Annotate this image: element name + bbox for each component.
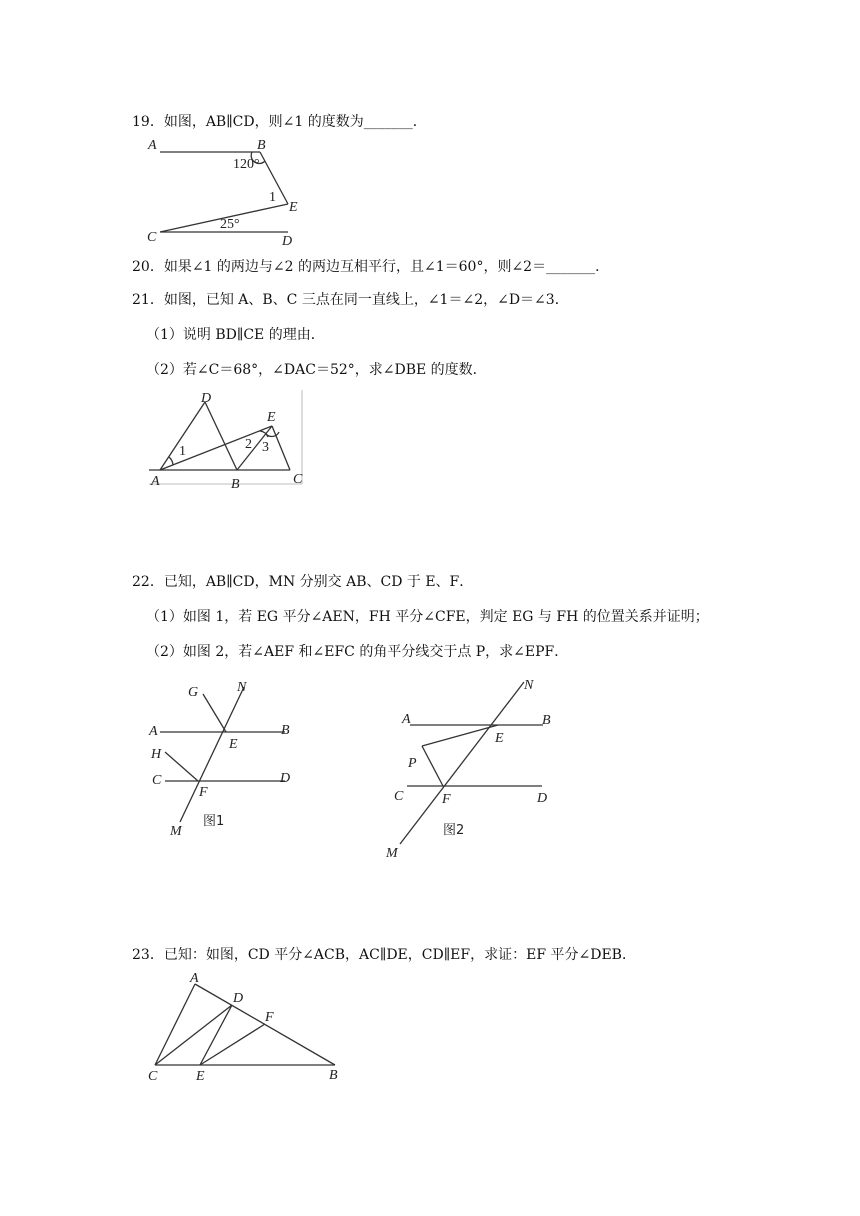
q22-f1-label-D: D xyxy=(280,771,291,786)
q23-label-C: C xyxy=(148,1069,158,1084)
q22-f2-label-N: N xyxy=(524,678,534,693)
q22-f1-label-M: M xyxy=(170,824,182,839)
q22-f2-label-D: D xyxy=(537,791,548,806)
q21-figure xyxy=(145,388,315,493)
q22-f1-label-G: G xyxy=(188,685,199,700)
q19-label-E: E xyxy=(289,200,298,215)
q21-sub1: （1）说明 BD∥CE 的理由． xyxy=(146,327,325,343)
q21-label-E: E xyxy=(267,410,276,425)
q21-label-D: D xyxy=(201,391,212,406)
q22-f2-label-A: A xyxy=(402,712,411,727)
q23-label-B: B xyxy=(329,1068,338,1083)
q22-f1-label-E: E xyxy=(229,737,238,752)
q23-label-F: F xyxy=(265,1010,274,1025)
q22-figure-2 xyxy=(380,672,570,862)
q23-label-E: E xyxy=(196,1069,205,1084)
q23-label-D: D xyxy=(233,991,244,1006)
q22-f1-label-N: N xyxy=(237,680,247,695)
q21-label-C: C xyxy=(293,472,303,487)
q22-f2-label-F: F xyxy=(442,792,451,807)
q22-f1-label-A: A xyxy=(149,724,158,739)
q22-text: 22．已知，AB∥CD，MN 分别交 AB、CD 于 E、F． xyxy=(132,574,474,590)
q19-label-A: A xyxy=(148,138,157,153)
q22-f2-caption: 图2 xyxy=(443,823,465,838)
q21-sub2: （2）若∠C＝68°，∠DAC＝52°，求∠DBE 的度数． xyxy=(146,362,487,378)
q23-label-A: A xyxy=(190,971,199,986)
q20-text: 20．如果∠1 的两边与∠2 的两边互相平行，且∠1＝60°，则∠2＝_______． xyxy=(132,259,610,275)
q19-angle-120: 120° xyxy=(233,157,260,172)
q22-figure-1 xyxy=(140,672,310,842)
q22-f2-label-E: E xyxy=(495,731,504,746)
q19-angle-1: 1 xyxy=(269,190,276,205)
q19-label-B: B xyxy=(257,138,266,153)
q21-text: 21．如图，已知 A、B、C 三点在同一直线上，∠1＝∠2，∠D＝∠3． xyxy=(132,292,569,308)
q21-angle-3: 3 xyxy=(262,440,269,455)
q23-text: 23．已知：如图，CD 平分∠ACB，AC∥DE，CD∥EF，求证：EF 平分∠DEB． xyxy=(132,947,636,963)
q19-label-C: C xyxy=(147,230,157,245)
q22-f1-label-C: C xyxy=(152,773,162,788)
q22-f2-label-M: M xyxy=(386,846,398,861)
q19-label-D: D xyxy=(282,234,293,249)
q22-f1-caption: 图1 xyxy=(203,814,225,829)
q22-sub2: （2）如图 2，若∠AEF 和∠EFC 的角平分线交于点 P，求∠EPF． xyxy=(146,644,569,660)
q19-figure xyxy=(140,134,320,254)
q19-text: 19．如图，AB∥CD，则∠1 的度数为_______． xyxy=(132,114,427,130)
q19-angle-25: 25° xyxy=(220,217,240,232)
q22-f1-label-F: F xyxy=(199,785,208,800)
q23-figure xyxy=(140,968,350,1086)
q22-sub1: （1）如图 1，若 EG 平分∠AEN，FH 平分∠CFE，判定 EG 与 FH 的位置关系并证明； xyxy=(146,609,709,625)
q21-label-B: B xyxy=(231,477,240,492)
q22-f2-label-B: B xyxy=(542,713,551,728)
q22-f1-label-H: H xyxy=(151,747,162,762)
q22-f1-label-B: B xyxy=(281,723,290,738)
q21-angle-2: 2 xyxy=(245,437,252,452)
q22-f2-label-P: P xyxy=(408,756,417,771)
q21-label-A: A xyxy=(151,474,160,489)
q22-f2-label-C: C xyxy=(394,789,404,804)
q21-angle-1: 1 xyxy=(179,444,186,459)
